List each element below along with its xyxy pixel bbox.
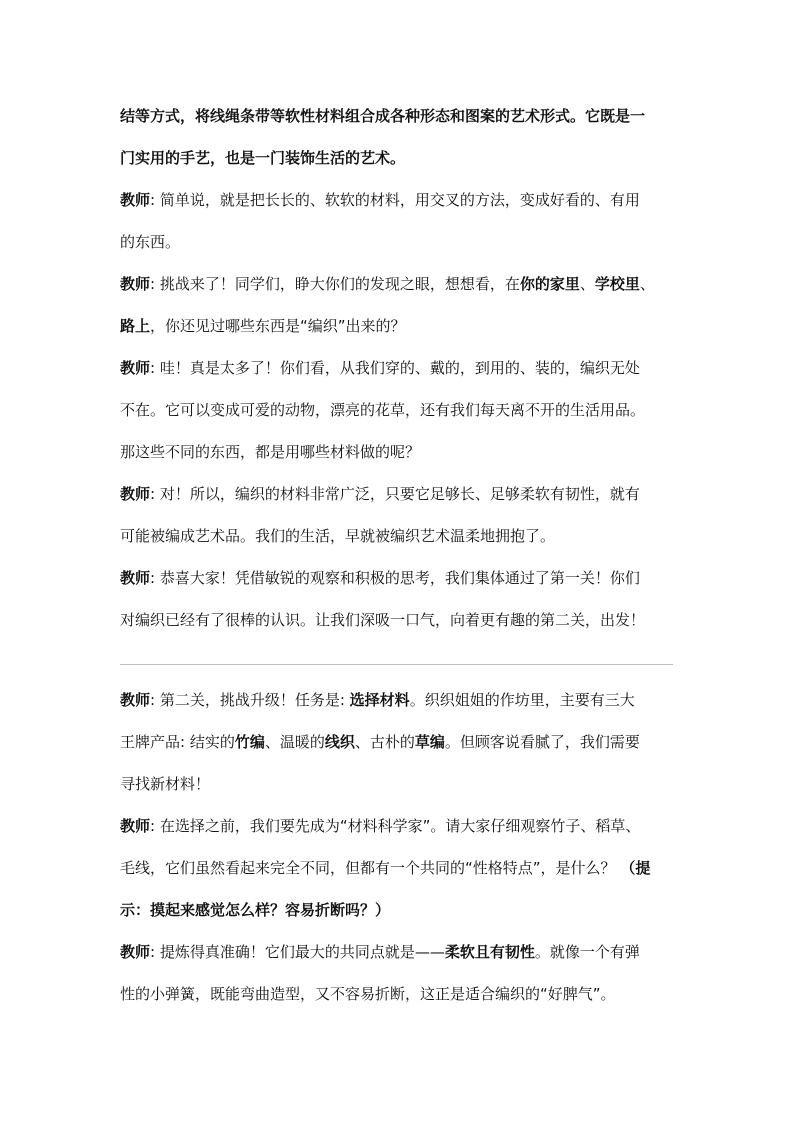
paragraph-text: 在选择之前，我们要先成为“材料科学家”。请大家仔细观察竹子、稻草、 <box>159 817 641 835</box>
paragraph-text: 简单说，就是把长长的、软软的材料，用交叉的方法，变成好看的、有用 <box>159 191 640 209</box>
paragraph-6-line-3: 寻找新材料！ <box>120 775 211 793</box>
paragraph-text: ，你还见过哪些东西是“编织”出来的？ <box>150 317 406 335</box>
speaker-label: 教师 <box>120 691 151 709</box>
intro-line-2: 门实用的手艺，也是一门装饰生活的艺术。 <box>120 149 406 167</box>
speaker-label: 教师 <box>120 275 151 293</box>
speaker-separator: : <box>150 691 160 709</box>
paragraph-text: 毛线，它们虽然看起来完全不同，但都有一个共同的“性格特点”，是什么？ <box>120 859 621 877</box>
speaker-separator: : <box>150 817 160 835</box>
paragraph-text: 、温暖的 <box>264 733 325 751</box>
intro-line-1: 结等方式，将线绳条带等软性材料组合成各种形态和图案的艺术形式。它既是一 <box>120 107 646 125</box>
paragraph-5-line-2: 对编织已经有了很棒的认识。让我们深吸一口气，向着更有趣的第二关，出发！ <box>120 611 646 629</box>
paragraph-1-line-1 <box>120 190 680 210</box>
paragraph-text: 挑战来了！同学们，睁大你们的发现之眼，想想看，在 <box>159 275 520 293</box>
speaker-label: 教师 <box>120 359 151 377</box>
paragraph-text: 恭喜大家！凭借敏锐的观察和积极的思考，我们集体通过了第一关！你们 <box>159 569 640 587</box>
paragraph-7-line-3: 示：摸起来感觉怎么样？容易折断吗？） <box>120 901 391 919</box>
paragraph-1-line-2: 的东西。 <box>120 233 181 251</box>
emphasis-text: 柔软且有韧性 <box>444 943 535 961</box>
paragraph-text: 。就像一个有弹 <box>534 943 640 961</box>
paragraph-7-line-2 <box>120 858 680 878</box>
speaker-label: 教师 <box>120 817 151 835</box>
paragraph-6-line-1 <box>120 690 680 710</box>
emphasis-text: 路上 <box>120 317 151 335</box>
emphasis-text: 选择材料 <box>349 691 410 709</box>
paragraph-2-line-2 <box>120 316 680 336</box>
section-divider <box>120 664 673 665</box>
emphasis-text: 竹编 <box>234 733 265 751</box>
speaker-label: 教师 <box>120 191 151 209</box>
paragraph-text: 对！所以，编织的材料非常广泛，只要它足够长、足够柔软有韧性，就有 <box>159 485 640 503</box>
paragraph-8-line-2: 性的小弹簧，既能弯曲造型，又不容易折断，这正是适合编织的“好脾气”。 <box>120 985 616 1003</box>
paragraph-3-line-3: 那这些不同的东西，都是用哪些材料做的呢？ <box>120 443 421 461</box>
paragraph-text: 。但顾客说看腻了，我们需要 <box>444 733 640 751</box>
speaker-separator: : <box>150 569 160 587</box>
paragraph-text: 王牌产品: 结实的 <box>120 733 235 751</box>
speaker-separator: : <box>150 191 160 209</box>
punctuation: 、 <box>579 275 595 293</box>
hint-text: （提 <box>620 859 651 877</box>
paragraph-text: 第二关，挑战升级！任务是: <box>159 691 350 709</box>
speaker-label: 教师 <box>120 569 151 587</box>
speaker-separator: : <box>150 943 160 961</box>
speaker-label: 教师 <box>120 943 151 961</box>
paragraph-3-line-1 <box>120 358 680 378</box>
speaker-separator: : <box>150 275 160 293</box>
emphasis-text: 草编 <box>414 733 445 751</box>
paragraph-6-line-2 <box>120 732 680 752</box>
emphasis-text: 线织 <box>324 733 355 751</box>
paragraph-text: 提炼得真准确！它们最大的共同点就是—— <box>159 943 445 961</box>
speaker-separator: : <box>150 485 160 503</box>
paragraph-text: 哇！真是太多了！你们看，从我们穿的、戴的，到用的、装的，编织无处 <box>159 359 640 377</box>
paragraph-4-line-2: 可能被编成艺术品。我们的生活，早就被编织艺术温柔地拥抱了。 <box>120 527 556 545</box>
paragraph-text: 。织织姐姐的作坊里，主要有三大 <box>409 691 635 709</box>
paragraph-text: 、古朴的 <box>354 733 415 751</box>
paragraph-2-line-1 <box>120 274 680 294</box>
paragraph-4-line-1 <box>120 484 680 504</box>
emphasis-text: 学校里 <box>594 275 640 293</box>
punctuation: 、 <box>639 275 655 293</box>
speaker-label: 教师 <box>120 485 151 503</box>
paragraph-5-line-1 <box>120 568 680 588</box>
speaker-separator: : <box>150 359 160 377</box>
paragraph-7-line-1 <box>120 816 680 836</box>
paragraph-3-line-2: 不在。它可以变成可爱的动物，漂亮的花草，还有我们每天离不开的生活用品。 <box>120 401 646 419</box>
paragraph-8-line-1 <box>120 942 680 962</box>
emphasis-text: 你的家里 <box>519 275 580 293</box>
